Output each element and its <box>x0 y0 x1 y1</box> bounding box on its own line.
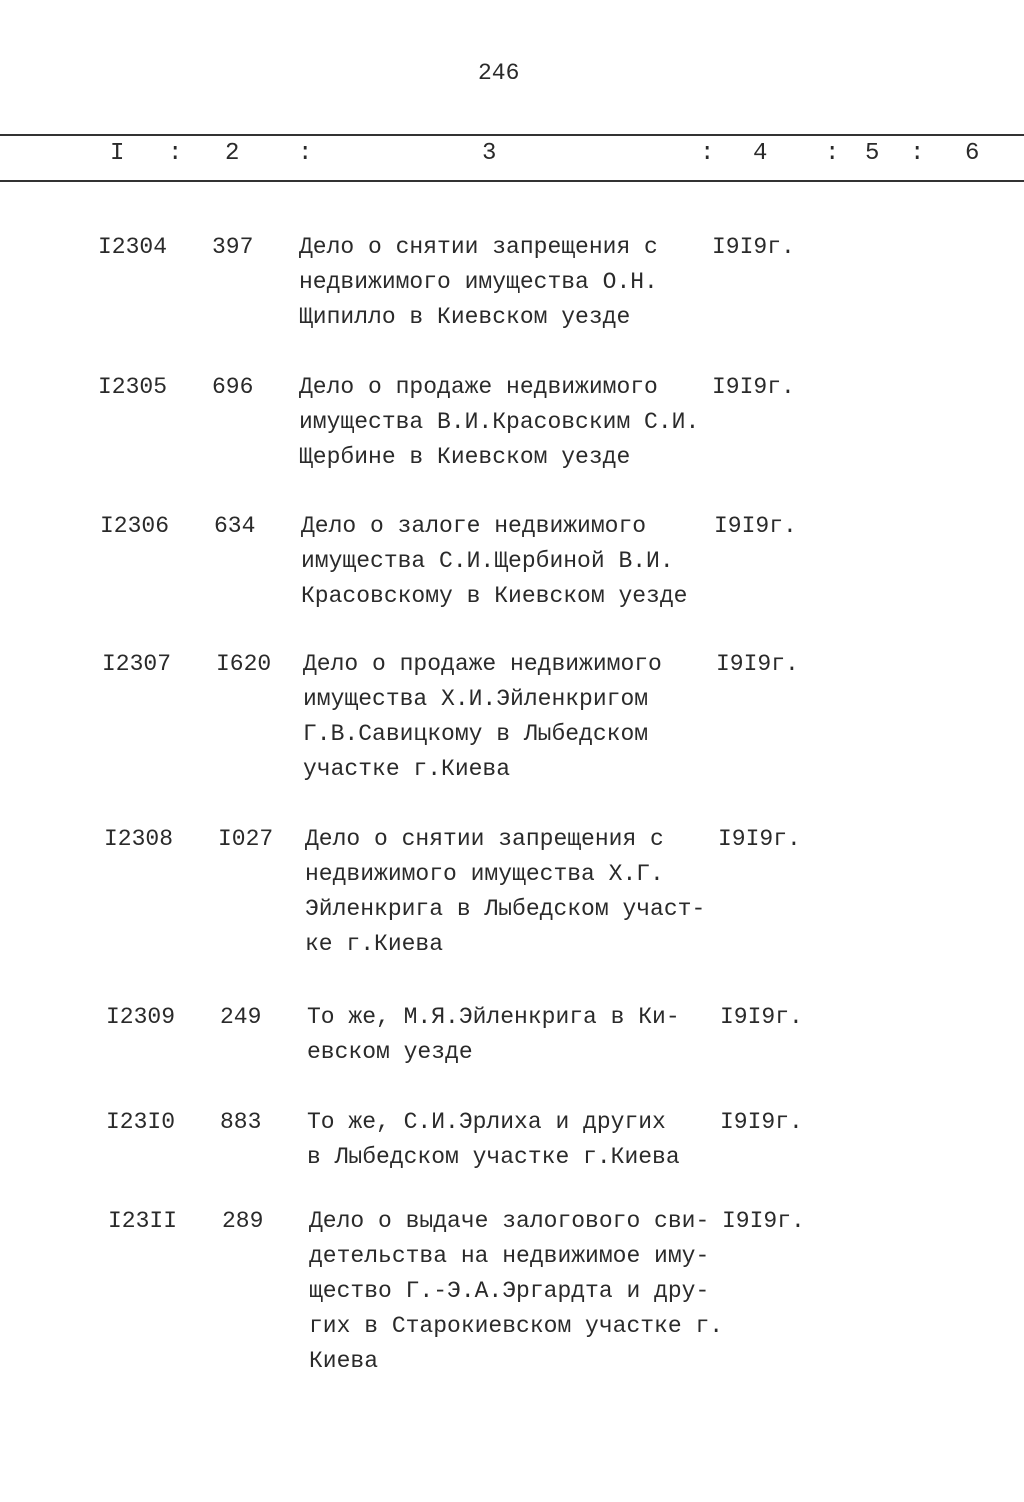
description-line: имущества В.И.Красовским С.И. <box>299 409 700 435</box>
description-line: Щербине в Киевском уезде <box>299 444 631 470</box>
old-number: 883 <box>220 1109 262 1135</box>
col-separator: : <box>298 140 313 167</box>
col-separator: : <box>910 140 925 167</box>
page-number: 246 <box>478 60 520 86</box>
record-description <box>299 230 658 335</box>
col-separator: : <box>700 140 715 167</box>
description-line: Дело о снятии запрещения с <box>305 826 664 852</box>
record-number: I2304 <box>98 234 168 260</box>
record-number: I2306 <box>100 513 170 539</box>
description-line: имущества Х.И.Эйленкригом <box>303 686 649 712</box>
record-year: I9I9г. <box>716 651 799 677</box>
old-number: 634 <box>214 513 256 539</box>
description-line: щество Г.-Э.А.Эргардта и дру- <box>309 1278 710 1304</box>
description-line: в Лыбедском участке г.Киева <box>307 1144 680 1170</box>
old-number: 397 <box>212 234 254 260</box>
old-number: 289 <box>222 1208 264 1234</box>
old-number: I620 <box>216 651 272 677</box>
description-line: участке г.Киева <box>303 756 511 782</box>
record-description <box>301 509 687 614</box>
record-number: I2309 <box>106 1004 176 1030</box>
old-number: 696 <box>212 374 254 400</box>
col-header-2: 2 <box>225 140 240 167</box>
col-separator: : <box>825 140 840 167</box>
description-line: Красовскому в Киевском уезде <box>301 583 688 609</box>
old-number: I027 <box>218 826 274 852</box>
record-year: I9I9г. <box>718 826 801 852</box>
header-bottom-rule <box>0 180 1024 182</box>
description-line: недвижимого имущества О.Н. <box>299 269 658 295</box>
col-header-6: 6 <box>965 140 980 167</box>
description-line: Дело о выдаче залогового сви- <box>309 1208 710 1234</box>
description-line: недвижимого имущества Х.Г. <box>305 861 664 887</box>
record-description <box>307 1000 680 1070</box>
record-year: I9I9г. <box>722 1208 805 1234</box>
record-year: I9I9г. <box>720 1109 803 1135</box>
col-header-4: 4 <box>753 140 768 167</box>
description-line: Киева <box>309 1348 379 1374</box>
description-line: Эйленкрига в Лыбедском участ- <box>305 896 706 922</box>
record-description <box>309 1204 723 1379</box>
description-line: То же, С.И.Эрлиха и других <box>307 1109 666 1135</box>
description-line: гих в Старокиевском участке г. <box>309 1313 724 1339</box>
record-description <box>307 1105 680 1175</box>
old-number: 249 <box>220 1004 262 1030</box>
description-line: Дело о снятии запрещения с <box>299 234 658 260</box>
record-year: I9I9г. <box>712 374 795 400</box>
description-line: ке г.Киева <box>305 931 444 957</box>
col-header-5: 5 <box>865 140 880 167</box>
description-line: Г.В.Савицкому в Лыбедском <box>303 721 649 747</box>
record-number: I23I0 <box>106 1109 176 1135</box>
description-line: То же, М.Я.Эйленкрига в Ки- <box>307 1004 680 1030</box>
description-line: Дело о продаже недвижимого <box>303 651 662 677</box>
col-separator: : <box>168 140 183 167</box>
record-description <box>299 370 699 475</box>
record-number: I2307 <box>102 651 172 677</box>
description-line: евском уезде <box>307 1039 473 1065</box>
record-description <box>305 822 705 962</box>
col-header-1: I <box>110 140 125 167</box>
description-line: имущества С.И.Щербиной В.И. <box>301 548 674 574</box>
description-line: Дело о залоге недвижимого <box>301 513 647 539</box>
description-line: Дело о продаже недвижимого <box>299 374 658 400</box>
description-line: Щипилло в Киевском уезде <box>299 304 631 330</box>
record-number: I2305 <box>98 374 168 400</box>
record-year: I9I9г. <box>714 513 797 539</box>
header-top-rule <box>0 134 1024 136</box>
record-number: I2308 <box>104 826 174 852</box>
record-number: I23II <box>108 1208 178 1234</box>
description-line: детельства на недвижимое иму- <box>309 1243 710 1269</box>
record-year: I9I9г. <box>720 1004 803 1030</box>
col-header-3: 3 <box>482 140 497 167</box>
record-description <box>303 647 662 787</box>
record-year: I9I9г. <box>712 234 795 260</box>
